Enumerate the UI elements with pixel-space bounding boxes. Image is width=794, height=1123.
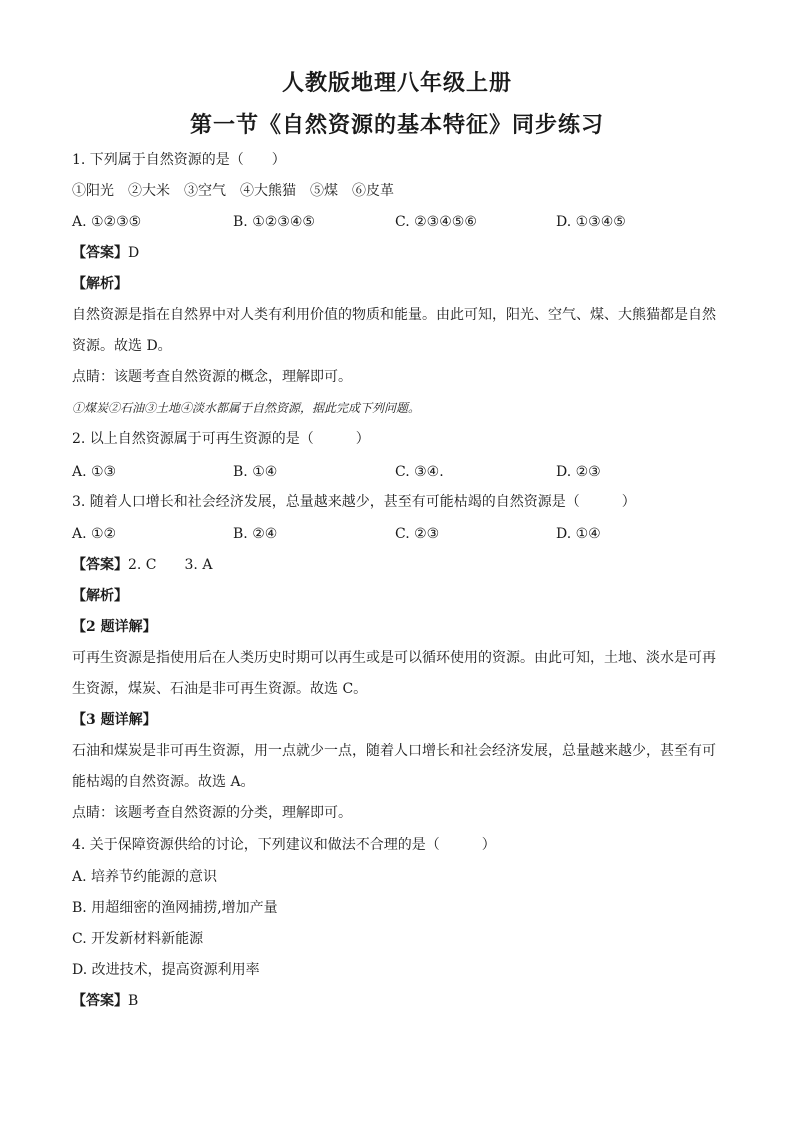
q1-answer xyxy=(72,243,139,263)
q3-option-a: A. ①② xyxy=(72,526,117,542)
q2-stem: 2. 以上自然资源属于可再生资源的是（ ） xyxy=(72,431,370,447)
answer-value: 2. C 3. A xyxy=(128,557,213,573)
q3-stem: 3. 随着人口增长和社会经济发展，总量越来越少，甚至有可能枯竭的自然资源是（ ） xyxy=(72,494,636,510)
answer-tag: 【答案】 xyxy=(72,993,128,1009)
document-subtitle: 第一节《自然资源的基本特征》同步练习 xyxy=(189,112,604,138)
q3-detail-tag: 【3 题详解】 xyxy=(72,712,157,728)
group-answer xyxy=(72,555,212,575)
q2-detail-tag: 【2 题详解】 xyxy=(72,619,157,635)
group-analysis-tag: 【解析】 xyxy=(72,588,128,604)
q1-tip: 点睛：该题考查自然资源的概念，理解即可。 xyxy=(72,369,352,385)
document-title: 人教版地理八年级上册 xyxy=(281,70,512,96)
answer-tag: 【答案】 xyxy=(72,245,128,261)
answer-value: D xyxy=(128,245,140,261)
q4-option-c: C. 开发新材料新能源 xyxy=(72,931,204,947)
q2-option-b: B. ①④ xyxy=(233,464,278,480)
q3-detail-line2: 能枯竭的自然资源。故选 A。 xyxy=(72,774,255,790)
group-tip: 点睛：该题考查自然资源的分类，理解即可。 xyxy=(72,805,352,821)
q3-option-b: B. ②④ xyxy=(233,526,278,542)
q1-analysis-line1: 自然资源是指在自然界中对人类有利用价值的物质和能量。由此可知，阳光、空气、煤、大熊猫都是自然 xyxy=(72,307,716,323)
q3-option-c: C. ②③ xyxy=(395,526,440,542)
q1-option-d: D. ①③④⑤ xyxy=(556,214,626,230)
q1-stem: 1. 下列属于自然资源的是（ ） xyxy=(72,152,286,168)
q1-option-b: B. ①②③④⑤ xyxy=(233,214,315,230)
q2-detail-line2: 生资源，煤炭、石油是非可再生资源。故选 C。 xyxy=(72,681,368,697)
q4-answer xyxy=(72,991,138,1011)
q1-items: ①阳光 ②大米 ③空气 ④大熊猫 ⑤煤 ⑥皮革 xyxy=(72,183,394,199)
q2-detail-line1: 可再生资源是指使用后在人类历史时期可以再生或是可以循环使用的资源。由此可知，土地、淡水是可再 xyxy=(72,650,716,666)
q2-option-a: A. ①③ xyxy=(72,464,117,480)
q4-stem: 4. 关于保障资源供给的讨论，下列建议和做法不合理的是（ ） xyxy=(72,837,496,853)
q3-option-d: D. ①④ xyxy=(556,526,601,542)
q1-option-c: C. ②③④⑤⑥ xyxy=(395,214,477,230)
q2-option-d: D. ②③ xyxy=(556,464,601,480)
answer-tag: 【答案】 xyxy=(72,557,128,573)
q4-option-d: D. 改进技术，提高资源利用率 xyxy=(72,962,260,978)
q4-option-a: A. 培养节约能源的意识 xyxy=(72,869,218,885)
q1-analysis-line2: 资源。故选 D。 xyxy=(72,338,172,354)
q2-option-c: C. ③④. xyxy=(395,464,444,480)
group-intro: ①煤炭②石油③土地④淡水都属于自然资源，据此完成下列问题。 xyxy=(72,401,421,415)
answer-value: B xyxy=(128,993,139,1009)
q3-detail-line1: 石油和煤炭是非可再生资源，用一点就少一点，随着人口增长和社会经济发展，总量越来越少，甚至有可 xyxy=(72,743,716,759)
q1-analysis-tag: 【解析】 xyxy=(72,276,128,292)
q4-option-b: B. 用超细密的渔网捕捞,增加产量 xyxy=(72,900,278,916)
q1-option-a: A. ①②③⑤ xyxy=(72,214,142,230)
